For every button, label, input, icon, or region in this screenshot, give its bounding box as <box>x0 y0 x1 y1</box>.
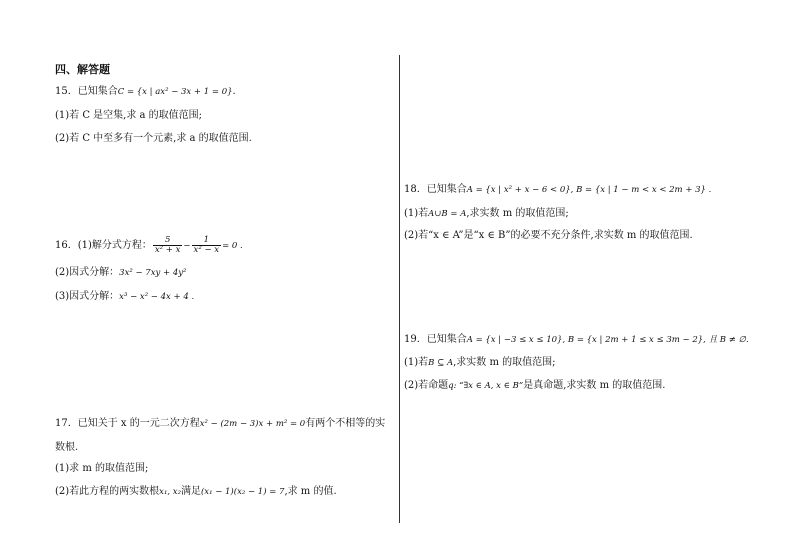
q19-part1-tail: ,求实数 m 的取值范围; <box>453 357 556 368</box>
q17-part2-tail: ,求 m 的值. <box>284 486 337 497</box>
q16-frac2-numerator: 1 <box>203 235 210 245</box>
q19-set-expr: A = {x | −3 ≤ x ≤ 10}, B = {x | 2m + 1 ≤ x ≤ 3m − 2}, 且 B ≠ ∅. <box>466 335 749 345</box>
q16-part2-expr: 3x² − 7xy + 4y² <box>119 268 187 278</box>
q16-part1 <box>55 236 243 255</box>
q19-intro: 19．已知集合 <box>404 334 467 345</box>
q16-frac1-denominator: x² + x <box>154 245 181 255</box>
q15-part1: (1)若 C 是空集,求 a 的取值范围; <box>55 110 203 121</box>
q19-proposition: q: “∃x ∈ A, x ∈ B” <box>448 381 524 391</box>
q18-part1-expr: A∪B = A <box>428 209 467 219</box>
q17-stem-line2: 数根. <box>55 442 79 453</box>
q18-part1 <box>404 208 569 220</box>
q18-stem <box>404 184 711 196</box>
q16-fraction-2 <box>192 236 222 255</box>
q17-part1: (1)求 m 的取值范围; <box>55 463 149 474</box>
q17-part2-label: (2)若此方程的两实数根 <box>55 486 160 497</box>
q15-part2: (2)若 C 中至多有一个元素,求 a 的取值范围. <box>55 133 252 144</box>
q19-part1 <box>404 357 555 369</box>
q16-minus: − <box>183 241 191 251</box>
q16-intro: 16．(1)解分式方程： <box>55 240 152 251</box>
q16-part3 <box>55 291 194 303</box>
q17-roots: x₁, x₂ <box>159 487 181 497</box>
section-title: 四、解答题 <box>55 63 110 76</box>
q17-part2 <box>55 486 337 498</box>
q17-part2-mid: 满足 <box>180 486 201 497</box>
q16-eq-tail: = 0 . <box>222 241 243 251</box>
q18-part1-tail: ,求实数 m 的取值范围; <box>466 208 569 219</box>
q19-part1-expr: B ⊆ A <box>428 358 454 368</box>
q15-set-expr: C = {x | ax² − 3x + 1 = 0} <box>117 87 233 97</box>
q19-part2-tail: 是真命题,求实数 m 的取值范围. <box>523 380 666 391</box>
q18-intro: 18．已知集合 <box>404 184 467 195</box>
q19-part2-label: (2)若命题 <box>404 380 449 391</box>
q15-intro: 15．已知集合 <box>55 86 118 97</box>
q19-part2 <box>404 380 665 392</box>
q15-stem: 15．已知集合C = {x | ax² − 3x + 1 = 0}. <box>55 86 236 97</box>
q16-frac2-denominator: x² − x <box>193 245 220 255</box>
q17-equation: x² − (2m − 3)x + m² = 0 <box>199 419 306 429</box>
column-divider <box>399 55 400 523</box>
q18-part2: (2)若“x ∈ A”是“x ∈ B”的必要不充分条件,求实数 m 的取值范围. <box>404 230 693 241</box>
q19-part1-label: (1)若 <box>404 357 429 368</box>
q16-part3-expr: x³ − x² − 4x + 4 . <box>119 292 195 302</box>
q16-part2 <box>55 267 186 279</box>
q16-part3-label: (3)因式分解： <box>55 291 120 302</box>
q17-condition: (x₁ − 1)(x₂ − 1) = 7 <box>200 487 285 497</box>
q17-intro: 17．已知关于 x 的一元二次方程 <box>55 418 200 429</box>
q17-intro-tail: 有两个不相等的实 <box>305 418 386 429</box>
q18-set-expr: A = {x | x² + x − 6 < 0}, B = {x | 1 − m < x < 2m + 3} . <box>466 185 712 195</box>
q18-part1-label: (1)若 <box>404 208 429 219</box>
q16-fraction-1 <box>153 236 183 255</box>
q16-part2-label: (2)因式分解： <box>55 267 120 278</box>
q17-stem-line1 <box>55 418 385 430</box>
q16-frac1-numerator: 5 <box>164 235 171 245</box>
q19-stem <box>404 334 749 346</box>
